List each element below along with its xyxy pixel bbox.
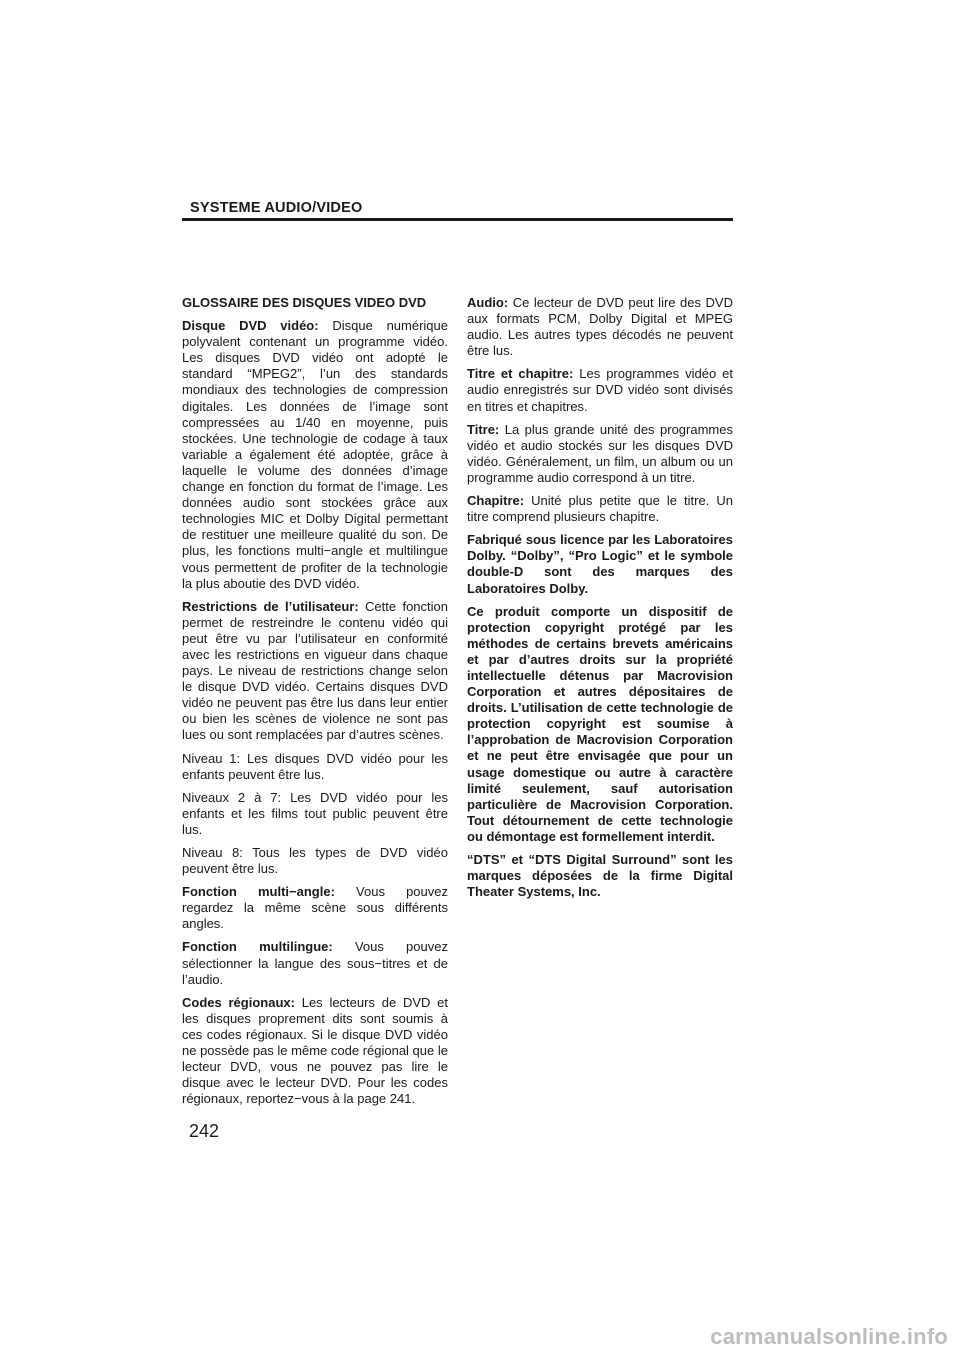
glossary-paragraph bbox=[182, 845, 448, 877]
section-title: GLOSSAIRE DES DISQUES VIDEO DVD bbox=[182, 295, 427, 310]
glossary-term: Restrictions de l’utilisateur: bbox=[182, 598, 359, 614]
glossary-paragraph bbox=[182, 939, 448, 987]
page-number: 242 bbox=[189, 1121, 220, 1141]
glossary-definition: Ce lecteur de DVD peut lire des DVD aux formats PCM, Dolby Digital et MPEG audio. Les autres types décodés ne peuvent être lus. bbox=[467, 295, 733, 359]
glossary-definition: Cette fonction permet de restreindre le contenu vidéo qui peut être vu par l’utilisateur en conformité avec les restrictions en vigueur dans chaque pays. Le niveau de restrictions change selon le disque DVD vidéo. Certains disques DVD vidéo ne peuvent pas être lus dans leur entier ou bien les scènes de violence ne sont pas lues ou sont remplacées par d’autres scènes. bbox=[182, 598, 449, 743]
glossary-definition: Unité plus petite que le titre. Un titre comprend plusieurs chapitre. bbox=[467, 493, 733, 525]
glossary-definition: Niveau 8: Tous les types de DVD vidéo peuvent être lus. bbox=[182, 845, 448, 877]
glossary-definition: Vous pouvez regardez la même scène sous différents angles. bbox=[182, 884, 448, 932]
right-paragraphs bbox=[467, 295, 733, 525]
glossary-definition: Niveau 1: Les disques DVD vidéo pour les enfants peuvent être lus. bbox=[182, 750, 448, 782]
header-rule bbox=[182, 218, 733, 221]
glossary-definition: La plus grande unité des programmes vidéo et audio stockés sur les disques DVD vidéo. Généralement, un film, un album ou un programme audio correspond à un titre. bbox=[467, 421, 733, 485]
glossary-paragraph bbox=[467, 493, 733, 525]
glossary-paragraph bbox=[467, 366, 733, 414]
glossary-term: Chapitre: bbox=[467, 493, 525, 509]
glossary-term: Audio: bbox=[467, 295, 509, 310]
glossary-paragraph bbox=[467, 422, 733, 486]
glossary-paragraph bbox=[182, 884, 448, 932]
right-column bbox=[467, 295, 733, 907]
left-paragraphs bbox=[182, 318, 448, 1107]
glossary-definition: Niveaux 2 à 7: Les DVD vidéo pour les enfants et les films tout public peuvent être lus. bbox=[182, 789, 448, 837]
header-title: SYSTEME AUDIO/VIDEO bbox=[190, 200, 363, 216]
glossary-definition: Les programmes vidéo et audio enregistrés sur DVD vidéo sont divisés en titres et chapitres. bbox=[467, 366, 733, 414]
glossary-term: Fonction multi−angle: bbox=[182, 884, 335, 900]
glossary-paragraph bbox=[182, 995, 448, 1108]
glossary-term: Codes régionaux: bbox=[182, 994, 295, 1010]
legal-notice: “DTS” et “DTS Digital Surround” sont les marques déposées de la firme Digital Theater Systems, Inc. bbox=[467, 852, 733, 900]
glossary-paragraph bbox=[182, 790, 448, 838]
legal-notice: Ce produit comporte un dispositif de protection copyright protégé par les méthodes de certains brevets américains et par d’autres droits sur la propriété intellectuelle détenus par Macrovision Corporation et autres dépositaires de droits. L’utilisation de cette technologie de protection copyright est soumise à l’approbation de Macrovision Corporation et ne peut être envisagée que pour un usage domestique ou autre à caractère limité seulement, sauf autorisation particulière de Macrovision Corporation. Tout détournement de cette technologie ou démontage est formellement interdit. bbox=[467, 603, 733, 844]
glossary-term: Fonction multilingue: bbox=[182, 939, 333, 955]
glossary-definition: Vous pouvez sélectionner la langue des sous−titres et de l’audio. bbox=[182, 939, 448, 987]
glossary-term: Titre: bbox=[467, 421, 500, 437]
glossary-paragraph bbox=[182, 751, 448, 783]
glossary-term: Disque DVD vidéo: bbox=[182, 318, 319, 334]
glossary-definition: Les lecteurs de DVD et les disques proprement dits sont soumis à ces codes régionaux. Si le disque DVD vidéo ne possède pas le même code régional que le lecteur DVD, vous ne pouvez pas lire le disque avec le lecteur DVD. Pour les codes régionaux, reportez−vous à la page 241. bbox=[182, 994, 448, 1107]
glossary-term: Titre et chapitre: bbox=[467, 366, 574, 382]
legal-notice: Fabriqué sous licence par les Laboratoires Dolby. “Dolby”, “Pro Logic” et le symbole double-D sont des marques des Laboratoires Dolby. bbox=[467, 532, 733, 596]
glossary-paragraph bbox=[467, 295, 733, 359]
glossary-paragraph bbox=[182, 318, 448, 592]
left-column bbox=[182, 295, 448, 1114]
glossary-definition: Disque numérique polyvalent contenant un programme vidéo. Les disques DVD vidéo ont adopté le standard “MPEG2”, l’un des standards mondiaux des technologies de compression digitales. Les données de l’image sont compressées au 1/40 en moyenne, puis stockées. Une technologie de codage à taux variable a également été adoptée, grâce à laquelle le volume des données d’image change en fonction du format de l’image. Les données audio sont stockées grâce aux technologies MIC et Dolby Digital permettant de restituer une meilleure qualité du son. De plus, les fonctions multi−angle et multilingue vous permettent de profiter de la technologie la plus aboutie des DVD vidéo. bbox=[182, 318, 448, 591]
right-bold-paragraphs bbox=[467, 532, 733, 900]
watermark[interactable]: carmanualsonline.info bbox=[710, 1324, 948, 1349]
glossary-paragraph bbox=[182, 599, 448, 744]
